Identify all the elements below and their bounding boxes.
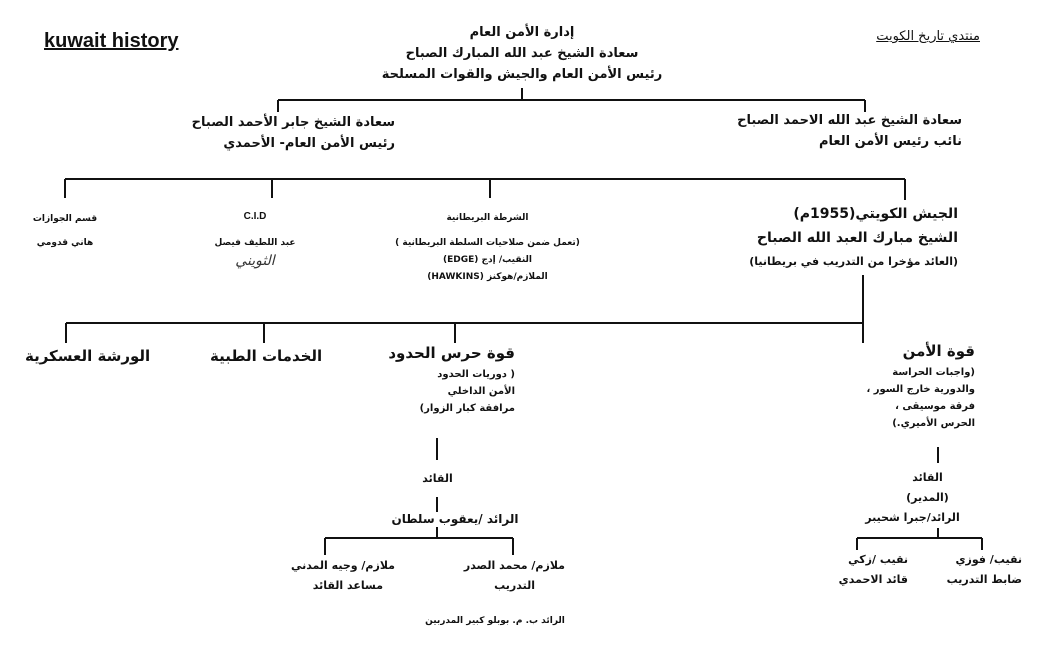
node-abdullah-alahmad: [730, 110, 962, 152]
node-line: ضابط التدريب: [946, 573, 1022, 586]
node-line: نقيب/ فوزي: [955, 553, 1022, 566]
node-title: قوة الأمن: [902, 342, 975, 360]
node-line: الجيش الكويتي(1955م): [793, 206, 958, 222]
node-military-workshop: الورشة العسكرية: [25, 347, 151, 365]
node-line: نقيب /زكي: [848, 553, 908, 566]
node-line: والدورية خارج السور ،: [866, 384, 975, 395]
node-passports: [10, 212, 120, 250]
node-line: مرافقة كبار الزوار): [419, 403, 515, 414]
node-person: هاني قدومي: [36, 238, 94, 248]
node-border-sub-assistant: [255, 556, 395, 596]
node-person: عبد اللطيف فيصل: [214, 238, 296, 248]
node-line: (واجبات الحراسة: [892, 367, 975, 378]
node-line: (المدير): [906, 491, 949, 504]
node-title: قوة حرس الحدود: [388, 344, 515, 362]
node-line: الرائد/جبرا شحيبر: [865, 511, 960, 524]
node-security-sub-ahmadi: [808, 550, 908, 590]
border-commander-name: الرائد /يعقوب سلطان: [391, 512, 519, 526]
node-border-guard: [370, 345, 515, 417]
node-line: الملازم/هوكنز (HAWKINS): [427, 272, 548, 282]
node-line: فرقة موسيقى ،: [895, 401, 975, 412]
node-line: مساعد القائد: [312, 579, 383, 592]
node-title: قسم الجوازات: [32, 214, 98, 224]
node-line: ( دوريات الحدود: [437, 369, 515, 380]
border-commander-label: القائد: [422, 472, 453, 485]
node-line: القائد: [912, 471, 943, 484]
node-line: سعادة الشيخ جابر الأحمد الصباح: [191, 115, 395, 130]
node-line: رئيس الأمن العام والجيش والقوات المسلحة: [381, 67, 663, 82]
node-line: رئيس الأمن العام- الأحمدي: [223, 136, 395, 151]
node-line: إدارة الأمن العام: [469, 25, 575, 40]
node-line: الأمن الداخلي: [447, 386, 515, 397]
node-border-sub-training: [430, 556, 565, 596]
node-medical-services: الخدمات الطبية: [210, 347, 323, 365]
node-line: سعادة الشيخ عبد الله المبارك الصباح: [405, 46, 639, 61]
node-kuwaiti-army: [738, 202, 958, 274]
site-title: kuwait history: [44, 30, 179, 52]
node-title: الشرطة البريطانية: [446, 213, 529, 223]
node-line: (العائد مؤخرا من التدريب في بريطانيا): [749, 255, 958, 268]
node-general-security-directorate: [322, 22, 722, 85]
node-line: سعادة الشيخ عبد الله الاحمد الصباح: [737, 113, 962, 128]
node-jaber-alahmad: [175, 112, 395, 154]
node-line: نائب رئيس الأمن العام: [819, 134, 962, 149]
node-cid: [200, 210, 310, 268]
node-line: ملازم/ محمد الصدر: [463, 559, 565, 572]
signature: الثويني: [235, 253, 275, 269]
node-security-force: [800, 343, 975, 432]
node-line: الشيخ مبارك العبد الله الصباح: [756, 230, 958, 246]
node-line: التدريب: [494, 579, 535, 592]
node-line: الحرس الأميري.): [892, 418, 975, 429]
node-british-police: [380, 210, 595, 286]
security-commander: [850, 468, 975, 528]
chief-trainer-note: الرائد ب. م. بوبلو كبير المدربين: [425, 616, 565, 626]
node-line: النقيب/ إدج (EDGE): [443, 255, 532, 265]
node-title: C.I.D: [243, 211, 267, 222]
forum-name: منتدي تاريخ الكويت: [876, 29, 980, 44]
node-security-sub-training: [920, 550, 1022, 590]
node-line: قائد الاحمدي: [838, 573, 908, 586]
node-line: ملازم/ وجيه المدني: [290, 559, 395, 572]
node-line: (تعمل ضمن صلاحيات السلطة البريطانية ): [395, 238, 580, 248]
